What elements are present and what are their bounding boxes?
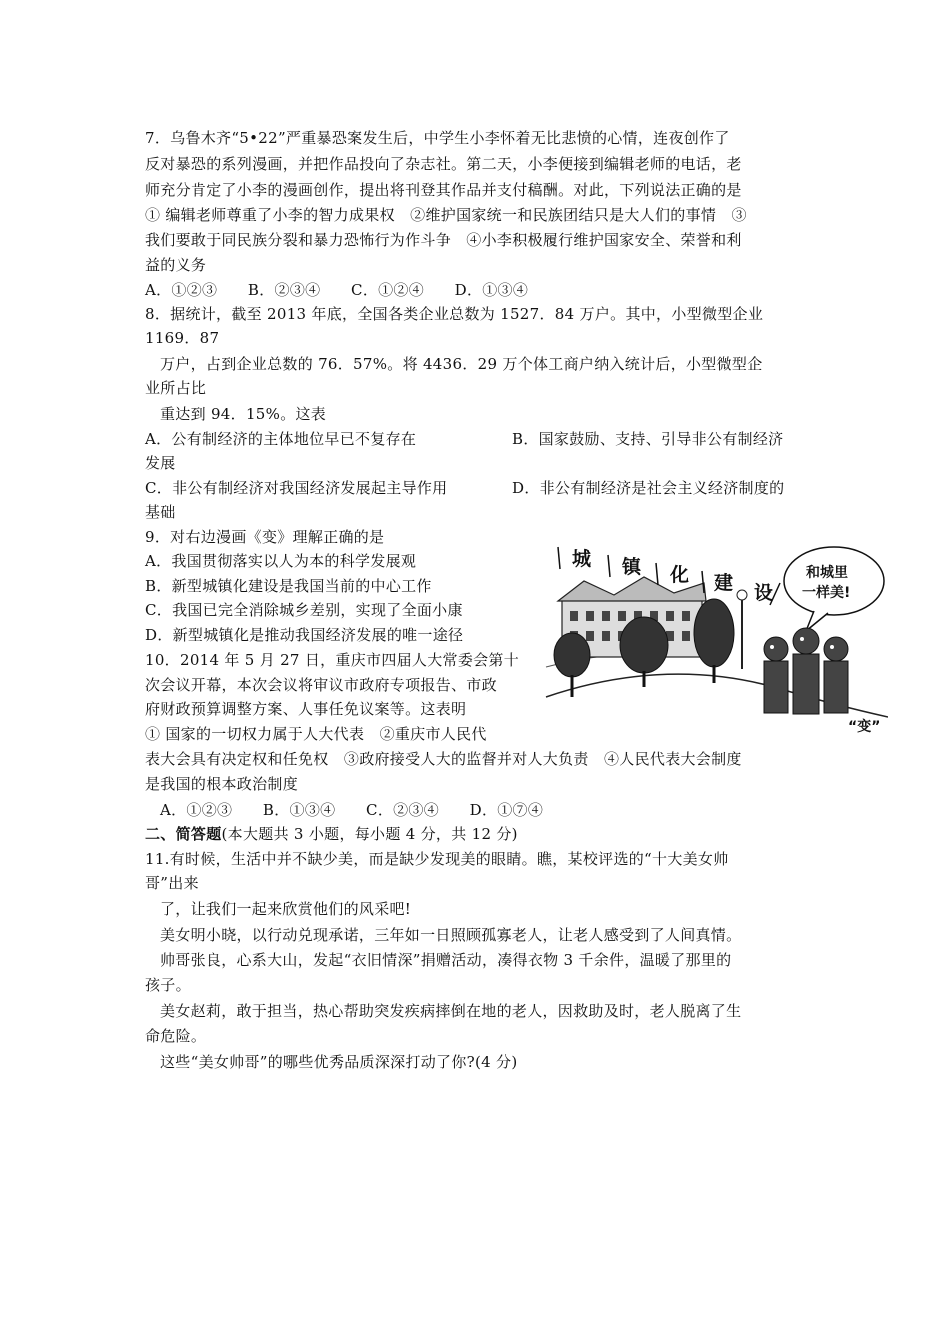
q9-option-c: C．我国已完全消除城乡差别，实现了全面小康 bbox=[145, 601, 463, 619]
q9-option-d: D．新型城镇化是推动我国经济发展的唯一途径 bbox=[145, 626, 464, 644]
q7-line-4: ① 编辑老师尊重了小李的智力成果权 ②维护国家统一和民族团结只是大人们的事情 ③ bbox=[145, 206, 747, 224]
q8-option-b: B．国家鼓励、支持、引导非公有制经济 bbox=[512, 430, 784, 448]
q8-option-d: D．非公有制经济是社会主义经济制度的 bbox=[512, 479, 785, 497]
q10-line-4: ① 国家的一切权力属于人大代表 ②重庆市人民代 bbox=[145, 725, 487, 743]
section-title: 二、简答题 bbox=[145, 825, 222, 843]
q9-option-b: B．新型城镇化建设是我国当前的中心工作 bbox=[145, 577, 432, 595]
q8-line-3: 万户，占到企业总数的 76．57%。将 4436．29 万个体工商户纳入统计后，小型微型企 bbox=[160, 355, 763, 373]
section-heading bbox=[145, 824, 518, 844]
cartoon-char-2: 镇 bbox=[622, 556, 642, 578]
q7-options: A．①②③ B．②③④ C．①②④ D．①③④ bbox=[145, 281, 529, 299]
q8-option-b-cont: 发展 bbox=[145, 454, 176, 472]
q11-line-5: 帅哥张良，心系大山，发起“衣旧情深”捐赠活动，凑得衣物 3 千余件，温暖了那里的 bbox=[160, 951, 732, 969]
cartoon-char-1: 城 bbox=[572, 548, 592, 570]
q7-line-1: 7．乌鲁木齐“5•22”严重暴恐案发生后，中学生小李怀着无比悲愤的心情，连夜创作了 bbox=[145, 129, 730, 147]
q9-stem: 9．对右边漫画《变》理解正确的是 bbox=[145, 528, 385, 546]
q11-line-4: 美女明小晓，以行动兑现承诺，三年如一日照顾孤寡老人，让老人感受到了人间真情。 bbox=[160, 926, 742, 944]
q10-options: A．①②③ B．①③④ C．②③④ D．①⑦④ bbox=[160, 801, 544, 819]
q11-line-3: 了，让我们一起来欣赏他们的风采吧! bbox=[160, 900, 412, 918]
cartoon-char-4: 建 bbox=[714, 572, 734, 594]
q7-line-6: 益的义务 bbox=[145, 256, 207, 274]
q10-line-1: 10．2014 年 5 月 27 日，重庆市四届人大常委会第十 bbox=[145, 651, 520, 669]
q11-question: 这些“美女帅哥”的哪些优秀品质深深打动了你?(4 分) bbox=[160, 1053, 518, 1071]
q9-option-a: A．我国贯彻落实以人为本的科学发展观 bbox=[145, 552, 417, 570]
q10-line-6: 是我国的根本政治制度 bbox=[145, 775, 299, 793]
q8-option-c: C．非公有制经济对我国经济发展起主导作用 bbox=[145, 479, 448, 497]
q10-line-5: 表大会具有决定权和任免权 ③政府接受人大的监督并对人大负责 ④人民代表大会制度 bbox=[145, 750, 742, 768]
bubble-line-1: 和城里 bbox=[806, 565, 848, 581]
q10-line-3: 府财政预算调整方案、人事任免议案等。这表明 bbox=[145, 700, 467, 718]
q7-line-5: 我们要敢于同民族分裂和暴力恐怖行为作斗争 ④小李积极履行维护国家安全、荣誉和利 bbox=[145, 231, 742, 249]
cartoon-char-5: 设 bbox=[754, 582, 774, 604]
q7-line-3: 师充分肯定了小李的漫画创作，提出将刊登其作品并支付稿酬。对此，下列说法正确的是 bbox=[145, 181, 742, 199]
section-note: (本大题共 3 小题，每小题 4 分，共 12 分) bbox=[221, 825, 518, 843]
cartoon-caption: “变” bbox=[848, 719, 881, 735]
q8-line-5: 重达到 94．15%。这表 bbox=[160, 405, 327, 423]
q8-option-a: A．公有制经济的主体地位早已不复存在 bbox=[145, 430, 417, 448]
q8-line-2: 1169．87 bbox=[145, 329, 220, 347]
q11-line-8: 命危险。 bbox=[145, 1027, 207, 1045]
bubble-line-2: 一样美! bbox=[802, 585, 851, 601]
q11-line-7: 美女赵莉，敢于担当，热心帮助突发疾病摔倒在地的老人，因救助及时，老人脱离了生 bbox=[160, 1002, 742, 1020]
q11-line-2: 哥”出来 bbox=[145, 874, 199, 892]
q11-line-6: 孩子。 bbox=[145, 976, 191, 994]
q10-line-2: 次会议开幕，本次会议将审议市政府专项报告、市政 bbox=[145, 676, 497, 694]
q11-line-1: 11.有时候，生活中并不缺少美，而是缺少发现美的眼睛。瞧，某校评选的“十大美女帅 bbox=[145, 850, 729, 868]
q8-option-d-cont: 基础 bbox=[145, 503, 176, 521]
q7-line-2: 反对暴恐的系列漫画，并把作品投向了杂志社。第二天，小李便接到编辑老师的电话，老 bbox=[145, 155, 742, 173]
q8-line-4: 业所占比 bbox=[145, 379, 207, 397]
cartoon-char-3: 化 bbox=[670, 564, 690, 586]
q8-line-1: 8．据统计，截至 2013 年底，全国各类企业总数为 1527．84 万户。其中，小型微型企业 bbox=[145, 305, 764, 323]
cartoon-illustration bbox=[544, 537, 888, 737]
